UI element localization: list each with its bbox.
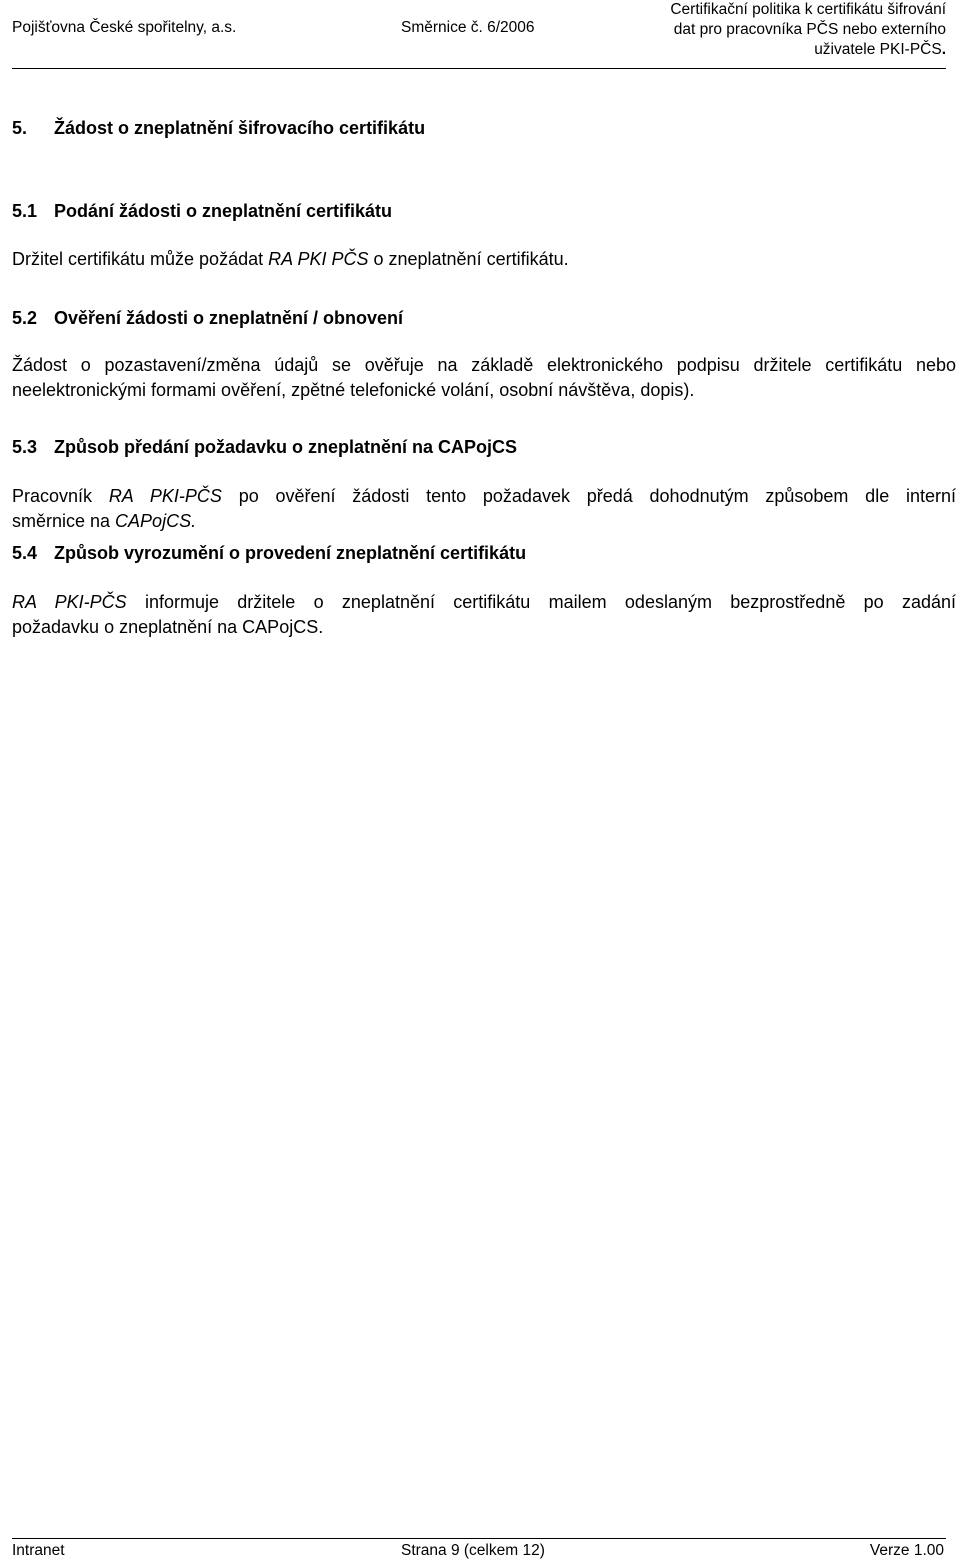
section-number: 5.	[12, 118, 28, 138]
paragraph-line: Žádost o pozastavení/změna údajů se ověřuje na základě elektronického podpisu držitele certifikátu nebo	[12, 355, 956, 375]
header-title-line3-text: uživatele PKI-PČS	[814, 41, 942, 58]
page-footer	[12, 1538, 946, 1561]
paragraph-line: požadavku o zneplatnění na CAPojCS.	[12, 617, 324, 637]
section-title: Způsob předání požadavku o zneplatnění na CAPojCS	[54, 437, 518, 457]
ra-pki-pcs-term: RA PKI PČS	[268, 249, 369, 269]
paragraph-text: směrnice na	[12, 511, 116, 531]
footer-intranet: Intranet	[12, 1542, 65, 1559]
paragraph-text: po ověření žádosti tento požadavek předá dohodnutým způsobem dle interní	[221, 486, 956, 506]
section-5-4-heading	[12, 543, 526, 564]
header-title-line2: dat pro pracovníka PČS nebo externího	[673, 21, 946, 38]
paragraph-text: o zneplatnění certifikátu.	[368, 249, 569, 269]
section-5-2-paragraph	[12, 353, 956, 403]
paragraph-text: Držitel certifikátu může požádat	[12, 249, 269, 269]
section-title: Způsob vyrozumění o provedení zneplatnění certifikátu	[54, 543, 527, 563]
paragraph-text: Pracovník	[12, 486, 109, 506]
page-header	[12, 0, 946, 69]
section-number: 5.3	[12, 437, 38, 457]
paragraph-text: informuje držitele o zneplatnění certifikátu mailem odeslaným bezprostředně po zadání	[126, 592, 956, 612]
header-title-dot: .	[941, 41, 946, 58]
section-5-3-heading	[12, 437, 517, 458]
section-5-1-paragraph	[12, 247, 956, 272]
section-number: 5.2	[12, 308, 38, 328]
header-company: Pojišťovna České spořitelny, a.s.	[12, 19, 237, 36]
footer-version: Verze 1.00	[869, 1542, 944, 1559]
section-5-1-heading	[12, 201, 392, 222]
section-title: Podání žádosti o zneplatnění certifikátu	[54, 201, 393, 221]
paragraph-line	[12, 484, 956, 509]
paragraph-line	[12, 511, 196, 531]
section-title: Ověření žádosti o zneplatnění / obnovení	[54, 308, 404, 328]
header-title-line3	[646, 40, 946, 60]
paragraph-line: neelektronickými formami ověření, zpětné telefonické volání, osobní návštěva, dopis).	[12, 380, 695, 400]
section-title: Žádost o zneplatnění šifrovacího certifikátu	[54, 118, 426, 138]
capojcs-term: CAPojCS.	[115, 511, 197, 531]
ra-pki-pcs-term: RA PKI-PČS	[108, 486, 222, 506]
header-directive: Směrnice č. 6/2006	[401, 19, 535, 36]
ra-pki-pcs-term: RA PKI-PČS	[12, 592, 127, 612]
paragraph-line	[12, 590, 956, 615]
section-5-4-paragraph	[12, 590, 956, 640]
footer-page-number: Strana 9 (celkem 12)	[401, 1542, 545, 1559]
section-number: 5.1	[12, 201, 38, 221]
section-5-heading	[12, 118, 425, 139]
header-title-line1: Certifikační politika k certifikátu šifrování	[670, 1, 946, 18]
section-5-3-paragraph	[12, 484, 956, 534]
section-5-2-heading	[12, 308, 403, 329]
header-document-title	[646, 0, 946, 60]
section-number: 5.4	[12, 543, 38, 563]
